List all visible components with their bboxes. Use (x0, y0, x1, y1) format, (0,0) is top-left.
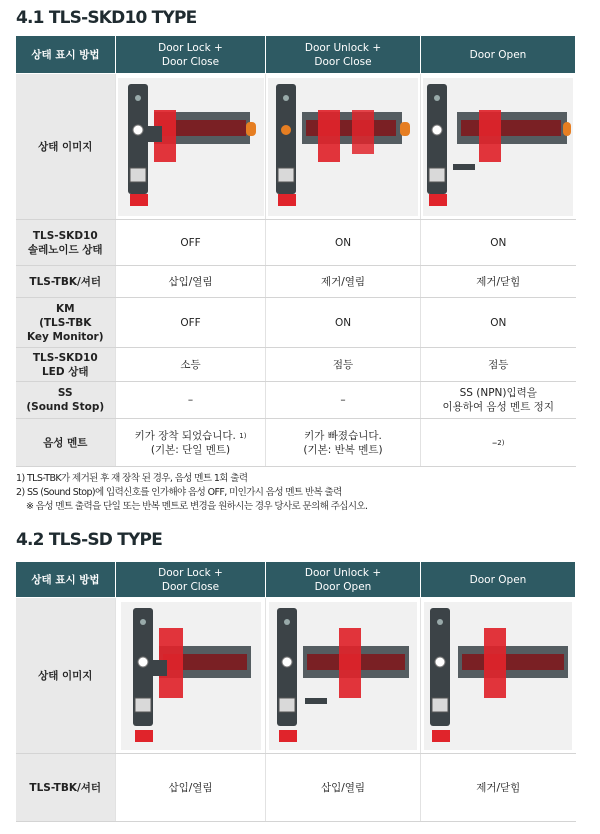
table-header-row (16, 36, 576, 74)
section-title-4-1: 4.1 TLS-SKD10 TYPE (16, 8, 197, 28)
cell-value: 키가 빠졌습니다. (기본: 반복 멘트) (266, 419, 421, 467)
cell-value: 키가 장착 되었습니다. $^{1)}$ (기본: 단일 멘트) (116, 419, 266, 467)
header-unlock-open: Door Unlock + Door Open (266, 562, 421, 598)
footnote-1: 1) TLS-TBK가 제거된 후 재 장착 된 경우, 음성 멘트 1회 출력 (16, 473, 248, 484)
state-image-door-open (421, 74, 576, 220)
table-row-voice (16, 419, 576, 467)
cell-value: ON (421, 298, 576, 348)
sd-status-table (15, 561, 576, 822)
cell-value: OFF (116, 298, 266, 348)
table-row (16, 298, 576, 348)
cell-value: 소등 (116, 348, 266, 382)
state-image-unlock-close (266, 74, 421, 220)
header-lock-close: Door Lock + Door Close (116, 36, 266, 74)
cell-value: 삽입/열림 (266, 754, 421, 822)
state-image-unlock-open (266, 598, 421, 754)
cell-value: ON (421, 220, 576, 266)
section-title-4-2: 4.2 TLS-SD TYPE (16, 530, 163, 550)
header-unlock-close: Door Unlock + Door Close (266, 36, 421, 74)
row-label-image: 상태 이미지 (16, 598, 116, 754)
cell-value: 삽입/열림 (116, 266, 266, 298)
row-label: TLS-TBK/셔터 (16, 266, 116, 298)
footnote-note: ※ 음성 멘트 출력을 단일 또는 반복 멘트로 변경을 원하시는 경우 당사로 문의해 주십시오. (26, 501, 368, 512)
header-status-method: 상태 표시 방법 (16, 36, 116, 74)
cell-value: 삽입/열림 (116, 754, 266, 822)
state-image-lock-close (116, 74, 266, 220)
cell-value: –$^{2)}$ (421, 419, 576, 467)
row-label: 음성 멘트 (16, 419, 116, 467)
cell-value: 제거/닫힘 (421, 266, 576, 298)
row-label: TLS-SKD10 LED 상태 (16, 348, 116, 382)
lock-closed-photo (118, 78, 264, 216)
cell-value: SS (NPN)입력을 이용하여 음성 멘트 정지 (421, 382, 576, 419)
sd-door-open-photo (424, 602, 572, 750)
cell-value: OFF (116, 220, 266, 266)
table-header-row (16, 562, 576, 598)
cell-value: 점등 (421, 348, 576, 382)
sd-lock-closed-photo (121, 602, 261, 750)
cell-value: ON (266, 220, 421, 266)
cell-value: ON (266, 298, 421, 348)
header-lock-close: Door Lock + Door Close (116, 562, 266, 598)
table-row (16, 754, 576, 822)
door-open-photo (423, 78, 573, 216)
row-label: TLS-SKD10 솔레노이드 상태 (16, 220, 116, 266)
table-row (16, 382, 576, 419)
row-label: SS (Sound Stop) (16, 382, 116, 419)
cell-value: – (266, 382, 421, 419)
row-label: KM (TLS-TBK Key Monitor) (16, 298, 116, 348)
cell-value: 제거/닫힘 (421, 754, 576, 822)
header-door-open: Door Open (421, 36, 576, 74)
cell-value: 제거/열림 (266, 266, 421, 298)
state-image-lock-close (116, 598, 266, 754)
unlock-closed-photo (268, 78, 418, 216)
cell-value: – (116, 382, 266, 419)
footnote-2: 2) SS (Sound Stop)에 입력신호를 인가해야 음성 OFF, 미인가시 음성 멘트 반복 출력 (16, 487, 342, 498)
table-row (16, 220, 576, 266)
header-status-method: 상태 표시 방법 (16, 562, 116, 598)
header-door-open: Door Open (421, 562, 576, 598)
state-image-door-open (421, 598, 576, 754)
table-row (16, 266, 576, 298)
row-label: TLS-TBK/셔터 (16, 754, 116, 822)
image-row (16, 74, 576, 220)
skd10-status-table (15, 35, 576, 467)
row-label-image: 상태 이미지 (16, 74, 116, 220)
table-row (16, 348, 576, 382)
sd-unlock-open-photo (269, 602, 417, 750)
image-row (16, 598, 576, 754)
cell-value: 점등 (266, 348, 421, 382)
